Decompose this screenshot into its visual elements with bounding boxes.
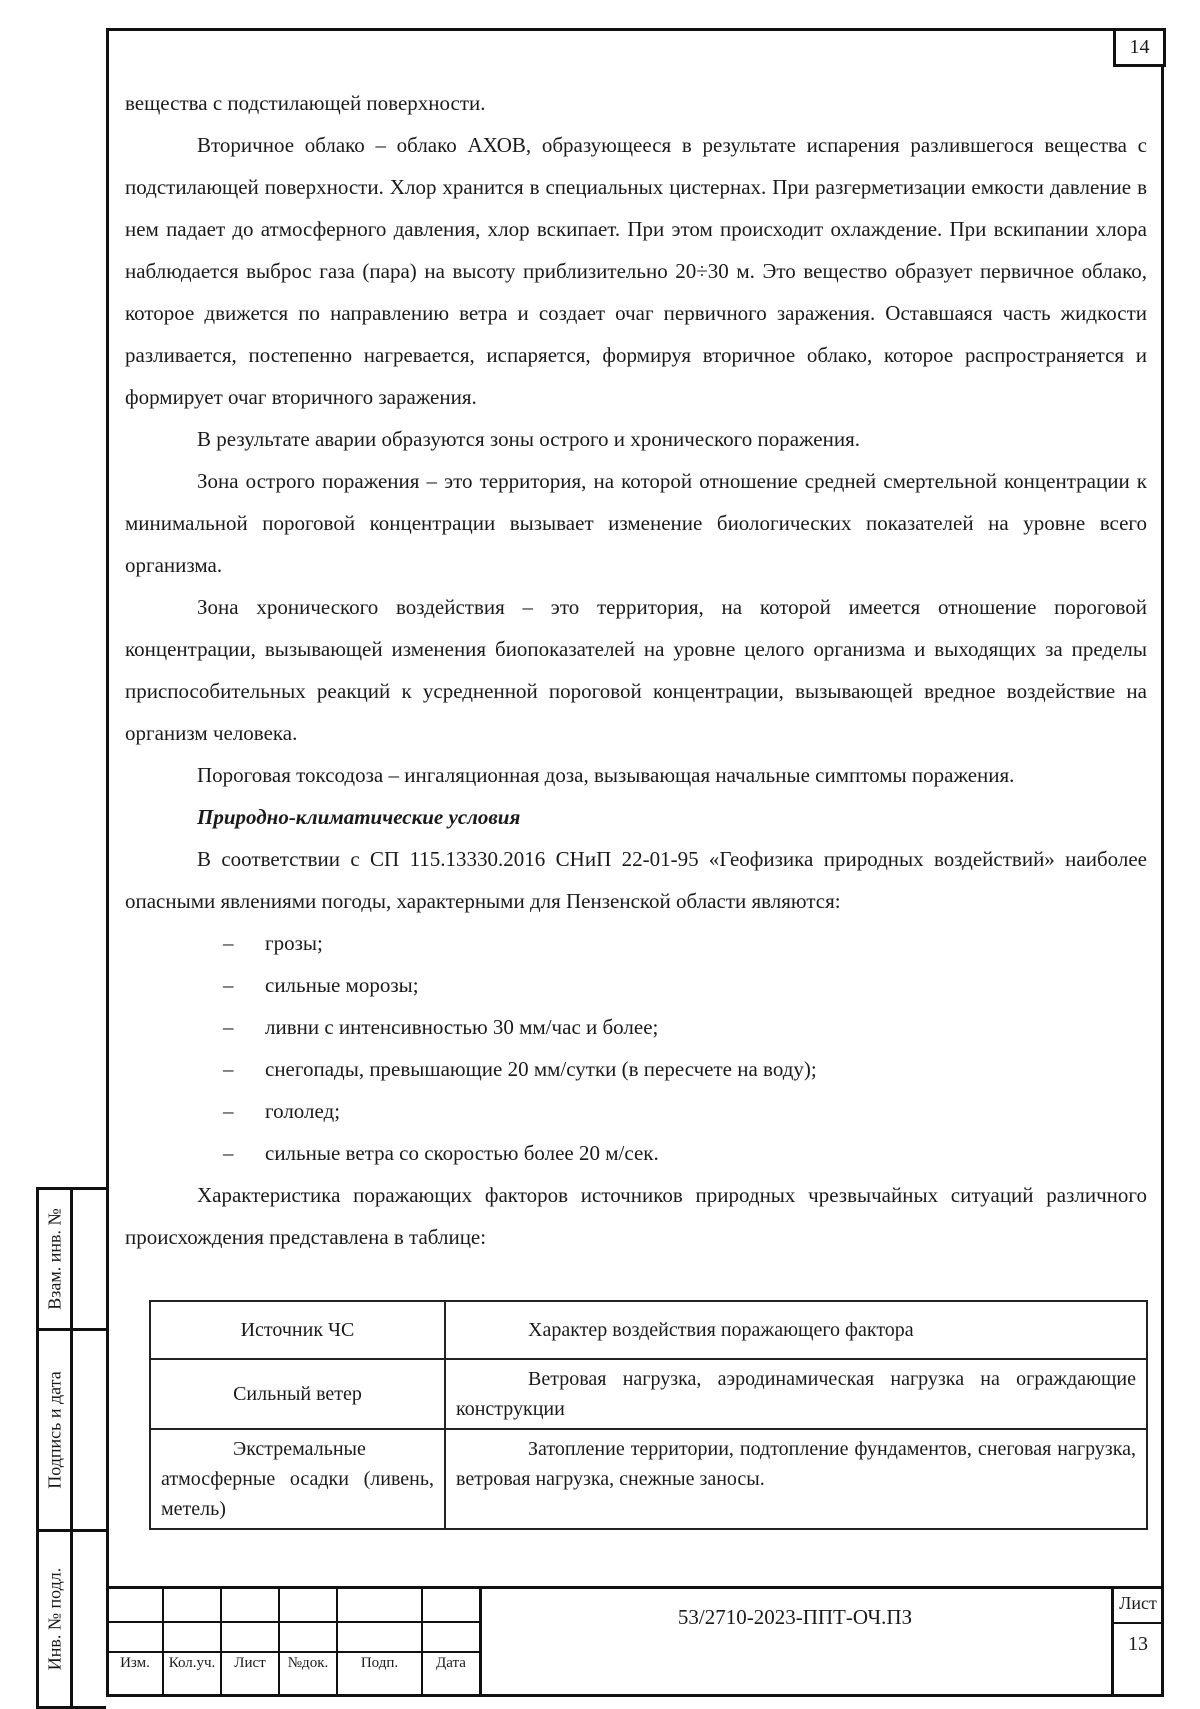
list-item bbox=[125, 1006, 1147, 1048]
paragraph: Зона хронического воздействия – это территория, на которой имеется отношение пороговой концентрации, вызывающей изменения биопоказателей на уровне целого организма и выходящих за пределы приспособительных реакций к усредненной пороговой концентрации, вызывающей вредное воздействие на организм человека. bbox=[125, 595, 1147, 745]
list-item bbox=[125, 922, 1147, 964]
stamp-podpis-data bbox=[36, 1328, 106, 1532]
page-number bbox=[1113, 28, 1166, 67]
paragraph: Вторичное облако – облако АХОВ, образующееся в результате испарения разлившегося вещества с подстилающей поверхности. Хлор хранится в специальных цистернах. При разгерметизации емкости давление в нем падает до атмосферного давления, хлор вскипает. При этом происходит охлаждение. При вскипании хлора наблюдается выброс газа (пара) на высоту приблизительно 20÷30 м. Это вещество образует первичное облако, которое движется по направлению ветра и создает очаг первичного заражения. Оставшаяся часть жидкости разливается, постепенно нагревается, испаряется, формируя вторичное облако, которое распространяется и формирует очаг вторичного заражения. bbox=[125, 133, 1147, 409]
section-heading: Природно-климатические условия bbox=[197, 805, 521, 829]
sheet-label: Лист bbox=[1119, 1593, 1157, 1613]
sheet-number: 13 bbox=[1128, 1633, 1148, 1655]
list-item-text: сильные ветра со скоростью более 20 м/сек. bbox=[265, 1141, 659, 1165]
table-cell: Ветровая нагрузка, аэродинамическая нагрузка на ограждающие конструкции bbox=[445, 1359, 1147, 1429]
stamp-label: Подпись и дата bbox=[44, 1371, 64, 1489]
list-dash: – bbox=[223, 1141, 234, 1165]
paragraph: вещества с подстилающей поверхности. bbox=[125, 91, 486, 115]
list-item-text: ливни с интенсивностью 30 мм/час и более; bbox=[265, 1015, 659, 1039]
list-item bbox=[125, 1048, 1147, 1090]
tb-col-izm: Изм. bbox=[120, 1655, 150, 1671]
table-header-row bbox=[150, 1301, 1147, 1359]
stamp-vzam-inv bbox=[36, 1187, 106, 1331]
list-item-text: снегопады, превышающие 20 мм/сутки (в пересчете на воду); bbox=[265, 1057, 817, 1081]
table-cell bbox=[150, 1429, 445, 1529]
hazard-list bbox=[125, 922, 1147, 1174]
tb-col-ndok: №док. bbox=[287, 1655, 329, 1671]
list-item bbox=[125, 1090, 1147, 1132]
list-item-text: сильные морозы; bbox=[265, 973, 419, 997]
list-dash: – bbox=[223, 973, 234, 997]
list-dash: – bbox=[223, 931, 234, 955]
table-cell: Сильный ветер bbox=[150, 1359, 445, 1429]
title-block-top-line bbox=[106, 1586, 1164, 1589]
stamp-label: Инв. № подл. bbox=[44, 1567, 64, 1671]
list-item-text: гололед; bbox=[265, 1099, 341, 1123]
paragraph: Зона острого поражения – это территория, на которой отношение средней смертельной концентрации к минимальной пороговой концентрации вызывает изменение биологических показателей на уровне всего организма. bbox=[125, 469, 1147, 577]
table-header-cell: Источник ЧС bbox=[150, 1301, 445, 1359]
stamp-inv-podl bbox=[36, 1529, 106, 1709]
table-row bbox=[150, 1429, 1147, 1529]
tb-col-kol-uch: Кол.уч. bbox=[168, 1655, 216, 1671]
tb-col-podp: Подп. bbox=[360, 1655, 399, 1671]
table-header-cell: Характер воздействия поражающего фактора bbox=[445, 1301, 1147, 1359]
list-dash: – bbox=[223, 1015, 234, 1039]
paragraph: В соответствии с СП 115.13330.2016 СНиП 22-01-95 «Геофизика природных воздействий» наиболее опасными явлениями погоды, характерными для Пензенской области являются: bbox=[125, 847, 1147, 913]
paragraph: Характеристика поражающих факторов источников природных чрезвычайных ситуаций различного происхождения представлена в таблице: bbox=[125, 1183, 1147, 1249]
page-number-text: 14 bbox=[1129, 36, 1150, 58]
tb-col-list: Лист bbox=[234, 1655, 266, 1671]
table-row bbox=[150, 1359, 1147, 1429]
list-item bbox=[125, 1132, 1147, 1174]
list-dash: – bbox=[223, 1057, 234, 1081]
document-body bbox=[125, 82, 1147, 1258]
list-item-text: грозы; bbox=[265, 931, 323, 955]
hazard-table bbox=[149, 1300, 1148, 1530]
paragraph: В результате аварии образуются зоны острого и хронического поражения. bbox=[197, 427, 860, 451]
table-cell: Затопление территории, подтопление фундаментов, снеговая нагрузка, ветровая нагрузка, снежные заносы. bbox=[445, 1429, 1147, 1529]
stamp-label: Взам. инв. № bbox=[44, 1208, 64, 1310]
document-code: 53/2710-2023-ППТ-ОЧ.ПЗ bbox=[677, 1605, 913, 1629]
list-item bbox=[125, 964, 1147, 1006]
list-dash: – bbox=[223, 1099, 234, 1123]
tb-col-data: Дата bbox=[436, 1655, 466, 1671]
table-cell-text: Экстремальные атмосферные осадки (ливень, метель) bbox=[161, 1438, 434, 1520]
paragraph: Пороговая токсодоза – ингаляционная доза, вызывающая начальные симптомы поражения. bbox=[197, 763, 1015, 787]
